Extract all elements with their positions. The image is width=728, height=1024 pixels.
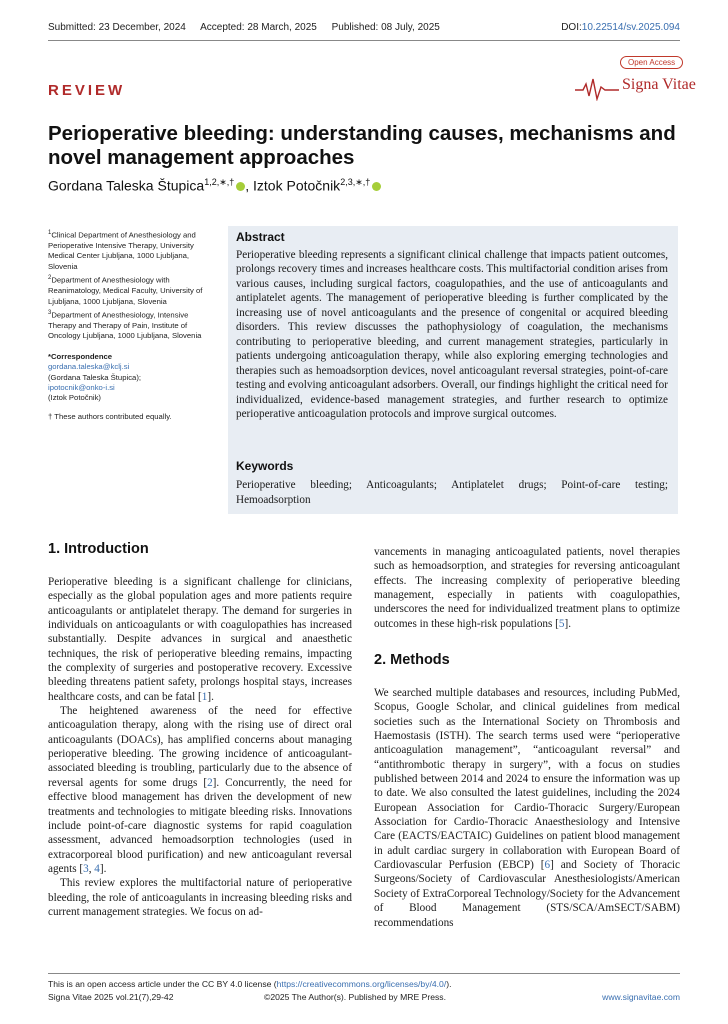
license-link[interactable]: https://creativecommons.org/licenses/by/4.0/ — [276, 979, 447, 989]
citation-link[interactable]: 3 — [83, 862, 89, 875]
author-name[interactable]: Gordana Taleska Štupica — [48, 177, 205, 194]
published-date: Published: 08 July, 2025 — [331, 22, 440, 33]
footer — [48, 978, 680, 1004]
journal-logo: Signa Vitae — [622, 76, 696, 93]
paragraph-text: ]. — [207, 690, 214, 703]
section-heading-introduction: 1. Introduction — [48, 541, 149, 557]
affiliation — [48, 308, 218, 342]
left-column — [48, 575, 352, 919]
affiliation — [48, 273, 218, 307]
footer-row — [48, 991, 680, 1004]
open-access-badge: Open Access — [620, 56, 683, 69]
paragraph-text: The heightened awareness of the need for effective anticoagulation therapy, along with the rising use of direct oral anticoagulants (DOACs), has amplified concerns about managing perioperative bleeding. The growing incidence of anticoagulant-associated bleeding is troubling, particularly due to the absence of reversal agents for some drugs [ — [48, 705, 352, 789]
license-text: This is an open access article under the CC BY 4.0 license ( — [48, 979, 277, 989]
accepted-date: Accepted: 28 March, 2025 — [200, 22, 317, 33]
paragraph — [374, 686, 680, 930]
keywords-text: Perioperative bleeding; Anticoagulants; Antiplatelet drugs; Point-of-care testing; Hemoadsorption — [236, 479, 668, 506]
header-divider — [48, 40, 680, 41]
citation-info: Signa Vitae 2025 vol.21(7),29-42 — [48, 992, 174, 1002]
author-sup: 2,3,∗,† — [340, 177, 371, 187]
keywords-heading: Keywords — [236, 459, 294, 473]
paragraph-text: ]. — [99, 862, 107, 875]
license-text: ). — [446, 979, 452, 989]
doi — [561, 22, 680, 33]
citation-link[interactable]: 4 — [94, 862, 100, 875]
orcid-icon[interactable] — [372, 182, 381, 191]
affiliation-num: 1 — [48, 230, 52, 236]
paragraph-text: We searched multiple databases and resources, including PubMed, Scopus, Google Scholar, and clinical guidelines from medical societies such as the International Society on Thrombosis and Haemostasis (ISTH). The search terms used were “perioperative anticoagulation management”, “anticoagulant reversal” and “antithrombotic therapy in surgery”, with a focus on studies published between 2014 and 2024 to ensure the information was up to date. We also consulted the latest guidelines, including the 2024 European Association for Cardio-Thoracic Surgery/European Association for Cardio-Thoracic Anaesthesiology and Intensive Care (EACTS/EACTAIC) Guidelines on patient blood management in adult cardiac surgery in collaboration with European Board of Cardiovascular Perfusion (EBCP) [ — [374, 687, 680, 872]
correspondence-label: *Correspondence — [48, 351, 113, 361]
paragraph-text: Perioperative bleeding is a significant challenge for clinicians, especially as the global population ages and more patients require anticoagulants or antiplatelet therapy. The demand for surgeries in individuals on anticoagulants or with coagulopathies has increased substantially. Despite advances in surgical and anaesthetic techniques, the risk of perioperative bleeding remains, impacting the complexity of surgeries and postoperative recovery. Excessive bleeding threatens patient safety, prolongs hospital stays, increases healthcare costs, and can be fatal [ — [48, 576, 352, 703]
doi-link[interactable]: 10.22514/sv.2025.094 — [581, 22, 680, 33]
orcid-icon[interactable] — [236, 182, 245, 191]
submitted-date: Submitted: 23 December, 2024 — [48, 22, 186, 33]
right-column-intro — [374, 545, 680, 631]
citation-link[interactable]: 5 — [558, 617, 565, 630]
affiliation — [48, 228, 218, 272]
paragraph-text: , — [88, 862, 95, 875]
abstract-text: Perioperative bleeding represents a significant clinical challenge that impacts patient outcomes, prolongs recovery times and increases healthcare costs. This multifactorial condition arises from various causes, including surgical factors, coagulopathies, and the use of anticoagulants and antiplatelet agents. The management of perioperative bleeding is further complicated by the increasing use of novel anticoagulants and the presence of congenital or acquired bleeding disorders. This review discusses the pathophysiology of coagulation, the mechanisms contributing to perioperative bleeding, and current management strategies, particularly in patients undergoing anticoagulation therapy, while also exploring emerging technologies and therapies such as hemoadsorption devices, novel anticoagulant reversal strategies, point-of-care testing and evolving anticoagulant adsorbers. Overall, our findings highlight the critical need for individualized, evidence-based management strategies, and further research to optimize perioperative anticoagulation protocols and improve surgical outcomes. — [236, 249, 668, 420]
section-heading-methods: 2. Methods — [374, 652, 450, 668]
correspondent-name: (Gordana Taleska Štupica); — [48, 372, 142, 382]
citation-link[interactable]: 6 — [544, 859, 551, 872]
author-sup: 1,2,∗,† — [204, 177, 235, 187]
paragraph — [48, 575, 352, 704]
doi-label: DOI: — [561, 22, 582, 33]
affiliation-text: Department of Anesthesiology, Intensive Therapy and Therapy of Pain, Institute of Oncology Ljubljana, 1000 Ljubljana, Slovenia — [48, 310, 202, 341]
abstract-heading: Abstract — [236, 230, 285, 244]
email-link[interactable]: gordana.taleska@kclj.si — [48, 362, 130, 372]
citation-link[interactable]: 2 — [207, 776, 213, 789]
article-type: REVIEW — [48, 82, 126, 99]
paragraph — [374, 545, 680, 631]
author-list: Gordana Taleska Štupica$^{1,2,∗,\dagger}$ , Iztok Potočnik$^{2,3,∗,\dagger}$ — [48, 177, 688, 194]
copyright: ©2025 The Author(s). Published by MRE Press. — [264, 992, 446, 1002]
equal-contribution-note: † These authors contributed equally. — [48, 411, 172, 421]
article-title: Perioperative bleeding: understanding causes, mechanisms and novel management approaches — [48, 122, 676, 169]
affiliation-text: Department of Anesthesiology with Reanimatology, Medical Faculty, University of Ljubljana, 1000 Ljubljana, Slovenia — [48, 275, 203, 306]
affiliation-num: 3 — [48, 309, 52, 316]
website-link[interactable]: www.signavitae.com — [602, 992, 680, 1002]
right-column-methods — [374, 686, 680, 930]
email-link[interactable]: ipotocnik@onko-i.si — [48, 382, 115, 392]
affiliation-num: 2 — [48, 275, 52, 282]
paragraph-text: ] and Society of Thoracic Surgeons/Society of Cardiovascular Anesthesiologists/American Society of ExtraCorporeal Technology/Society for the Advancement of Blood Management (STS/SCA/AmSECT/SABM) recommendations — [374, 859, 680, 929]
license-line — [48, 978, 680, 991]
correspondence — [48, 352, 218, 404]
affiliations — [48, 228, 218, 423]
header-bar — [48, 22, 680, 33]
paragraph: This review explores the multifactorial nature of perioperative bleeding, the role of anticoagulants in increasing bleeding risks and current management strategies. We focus on ad- — [48, 877, 352, 918]
author-name[interactable]: Iztok Potočnik — [253, 177, 341, 194]
paragraph-text: vancements in managing anticoagulated patients, novel therapies such as hemoadsorption, and strategies for reversing anticoagulant effects. The increasing complexity of perioperative bleeding management, especially in patients with coagulopathies, underscores the need for individualized treatment plans to optimize outcomes in these high-risk populations [ — [374, 546, 680, 630]
correspondent-name: (Iztok Potočnik) — [48, 393, 101, 403]
citation-link[interactable]: 1 — [201, 690, 208, 703]
affiliation-text: Clinical Department of Anesthesiology and Perioperative Intensive Therapy, University Medical Center Ljubljana, 1000 Ljubljana, Slovenia — [48, 230, 196, 271]
footer-divider — [48, 973, 680, 974]
paragraph-text: ]. Concurrently, the need for effective blood management has driven the development of new treatments and technologies to mitigate bleeding risks. Innovations include point-of-care diagnostic systems for rapid coagulation assessment, advanced hemoadsorption technologies (used in extracorporeal blood purification) and new anticoagulant reversal agents [ — [48, 776, 352, 875]
paragraph-text: ]. — [564, 617, 572, 630]
paragraph — [48, 704, 352, 876]
